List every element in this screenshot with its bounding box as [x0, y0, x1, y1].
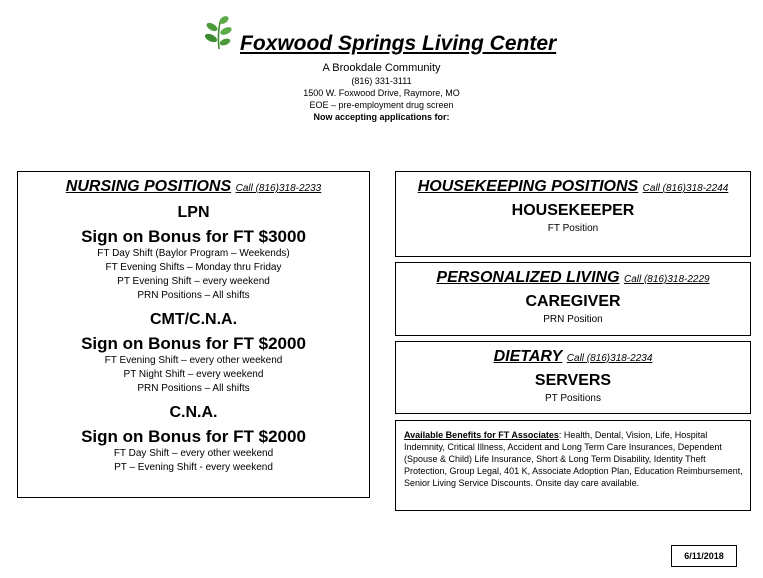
- main-phone: (816) 331-3111: [351, 76, 412, 86]
- cna-group: [18, 404, 369, 475]
- housekeeping-heading-name: HOUSEKEEPING POSITIONS: [417, 178, 639, 195]
- eoe-notice: EOE – pre-employment drug screen: [309, 100, 454, 110]
- dietary-heading: [396, 348, 750, 366]
- position-detail: FT Position: [547, 223, 599, 234]
- personalized-living-box: [395, 262, 751, 336]
- dietary-heading-name: DIETARY: [493, 348, 563, 365]
- page-title: Foxwood Springs Living Center: [240, 32, 557, 55]
- benefits-text: [396, 421, 750, 489]
- lpn-group: [18, 204, 369, 303]
- position-detail: PRN Position: [543, 314, 603, 325]
- sign-on-bonus: Sign on Bonus for FT $2000: [81, 334, 306, 353]
- housekeeping-call: Call (816)318-2244: [642, 183, 729, 194]
- accepting-notice: Now accepting applications for:: [313, 112, 450, 122]
- position-title: HOUSEKEEPER: [511, 202, 635, 219]
- date-stamp: 6/11/2018: [684, 551, 724, 561]
- benefits-list: : Health, Dental, Vision, Life, Hospital Indemnity, Critical Illness, Accident and Long Term Care Insurances, Dependent (Spouse & Child) Life Insurance, Short & Long Term Disability, Identity Theft Protection, Group Legal, 401 K, Associate Adoption Plan, Education Reimbursement, Senior Living Service Discounts. Onsite day care available.: [404, 430, 743, 488]
- shift-line: FT Evening Shift – every other weekend: [104, 355, 283, 366]
- nursing-positions-box: [17, 171, 370, 498]
- position-title: SERVERS: [534, 372, 612, 389]
- housekeeping-positions-box: [395, 171, 751, 257]
- position-title: C.N.A.: [169, 404, 218, 421]
- housekeeping-heading: [396, 178, 750, 196]
- shift-line: FT Day Shift (Baylor Program – Weekends): [97, 248, 290, 259]
- shift-line: FT Day Shift – every other weekend: [113, 448, 274, 459]
- position-title: CMT/C.N.A.: [149, 311, 238, 328]
- sign-on-bonus: Sign on Bonus for FT $3000: [81, 227, 306, 246]
- subtitle: A Brookdale Community: [322, 62, 441, 74]
- benefits-label: Available Benefits for FT Associates: [404, 430, 559, 440]
- address: 1500 W. Foxwood Drive, Raymore, MO: [303, 88, 460, 98]
- benefits-box: [395, 420, 751, 511]
- shift-line: PRN Positions – All shifts: [137, 383, 250, 394]
- nursing-call: Call (816)318-2233: [235, 183, 322, 194]
- sign-on-bonus: Sign on Bonus for FT $2000: [81, 427, 306, 446]
- nursing-heading-name: NURSING POSITIONS: [65, 178, 232, 195]
- leaf-sprig-icon: [203, 14, 235, 50]
- position-detail: PT Positions: [545, 393, 601, 404]
- dietary-call: Call (816)318-2234: [566, 353, 653, 364]
- shift-line: FT Evening Shifts – Monday thru Friday: [105, 262, 282, 273]
- position-title: CAREGIVER: [525, 293, 621, 310]
- position-title: LPN: [177, 204, 210, 221]
- shift-line: PRN Positions – All shifts: [137, 290, 250, 301]
- dietary-box: [395, 341, 751, 414]
- nursing-heading: [18, 178, 369, 196]
- shift-line: PT Night Shift – every weekend: [123, 369, 264, 380]
- shift-line: PT – Evening Shift - every weekend: [114, 462, 273, 473]
- date-box: [671, 545, 737, 567]
- shift-line: PT Evening Shift – every weekend: [117, 276, 270, 287]
- personalized-heading-name: PERSONALIZED LIVING: [436, 269, 620, 286]
- personalized-heading: [396, 269, 750, 287]
- personalized-call: Call (816)318-2229: [623, 274, 710, 285]
- cmt-cna-group: [18, 311, 369, 396]
